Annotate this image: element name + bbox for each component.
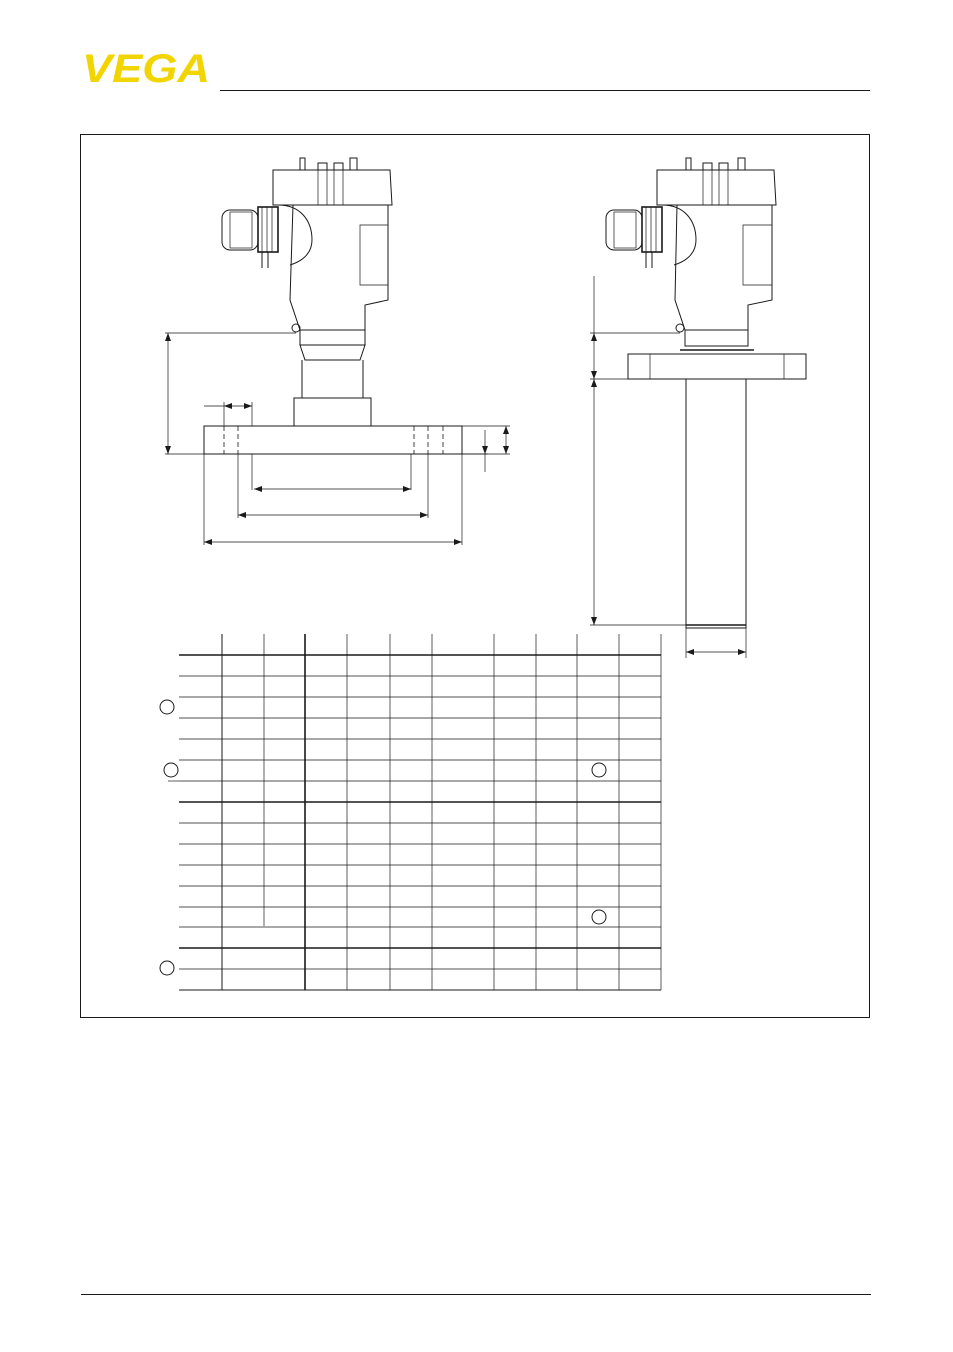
dimensions-left [165, 333, 510, 545]
vega-logo-text: VEGA [82, 51, 210, 85]
circle-marker-icon [592, 763, 606, 777]
circle-marker-icon [592, 910, 606, 924]
circle-marker-icon [164, 763, 178, 777]
dimension-table [168, 634, 661, 990]
footer-rule [81, 1294, 871, 1295]
dimensions-right [590, 276, 746, 658]
circle-marker-icon [160, 700, 174, 714]
device-left [204, 158, 462, 490]
circle-marker-icon [160, 961, 174, 975]
device-right [606, 158, 806, 628]
